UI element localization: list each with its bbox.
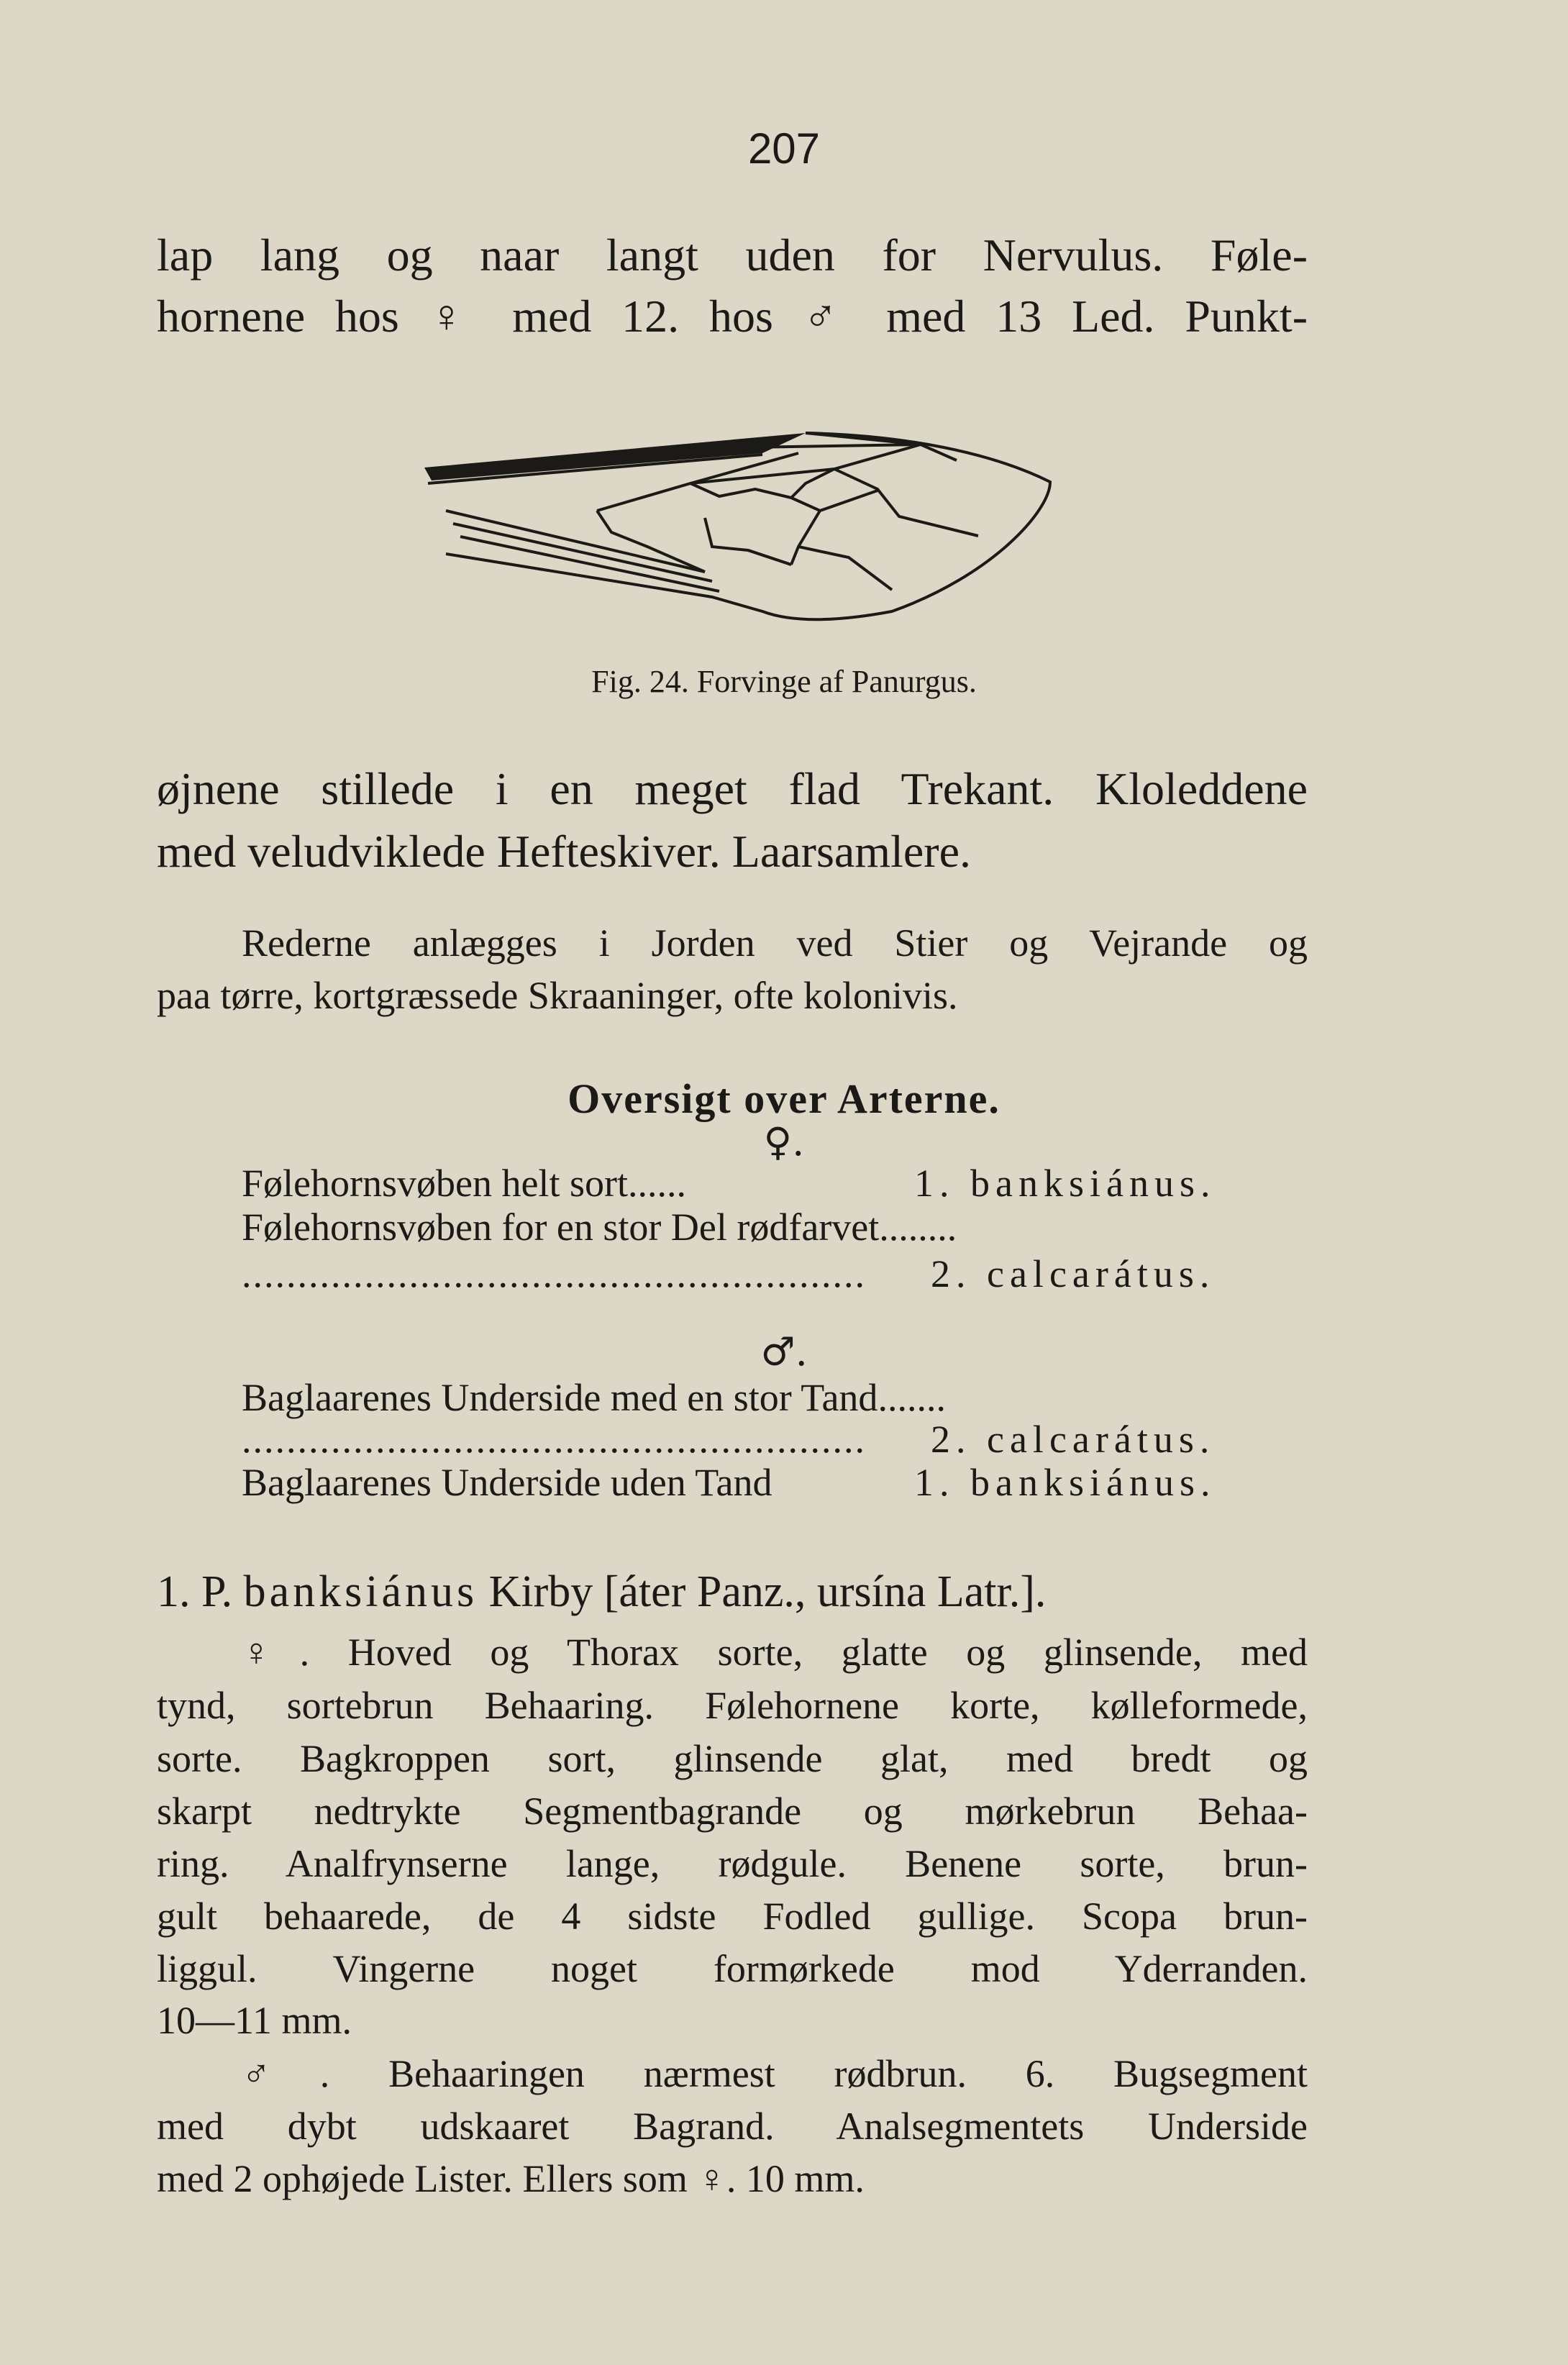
wing-diagram [403, 403, 1065, 633]
species-number: 1. P. [157, 1567, 233, 1616]
key-entry-text: Følehornsvøben for en stor Del rødfarvet [242, 1206, 880, 1249]
female-desc-line-5: ring. Analfrynserne lange, rødgule. Benene sorte, brun- [157, 1842, 1308, 1885]
intro-line-2: hornene hos ♀ med 12. hos ♂ med 13 Led. Punkt- [157, 291, 1308, 342]
page-number: 207 [747, 124, 821, 173]
intro-line-1: lap lang og naar langt uden for Nervulus. Føle- [157, 229, 1308, 281]
male-symbol: ♂. [760, 1329, 808, 1375]
key-entry-text: Følehornsvøben helt sort [242, 1162, 628, 1205]
female-desc-line-1: ♀. Hoved og Thorax sorte, glatte og glinsende, med [242, 1631, 1308, 1674]
figure-caption: Fig. 24. Forvinge af Panurgus. [591, 664, 977, 699]
male-desc-line-2: med dybt udskaaret Bagrand. Analsegmentets Underside [157, 2105, 1308, 2148]
wing-costal-edge [424, 433, 806, 483]
key-entry-result: 1. banksiánus. [914, 1162, 1216, 1205]
female-size: 10—11 mm. [157, 1999, 352, 2042]
description-line-2: med veludviklede Hefteskiver. Laarsamlere. [157, 826, 971, 877]
key-entry-male-3 [242, 1460, 1249, 1505]
species-heading [157, 1567, 1046, 1618]
male-desc-line-1: ♂. Behaaringen nærmest rødbrun. 6. Bugsegment [242, 2052, 1308, 2095]
key-entry-female-1 [242, 1161, 1249, 1206]
key-entry-leader: ........................................................ [242, 1418, 866, 1461]
species-authority: Kirby [áter Panz., ursína Latr.]. [488, 1567, 1047, 1616]
female-desc-line-7: liggul. Vingerne noget formørkede mod Yderranden. [157, 1947, 1308, 1990]
key-entry-female-3 [242, 1252, 1249, 1305]
nests-line-1: Rederne anlægges i Jorden ved Stier og Vejrande og [242, 921, 1308, 965]
key-entry-leader: ........................................................ [242, 1252, 866, 1295]
female-desc-line-4: skarpt nedtrykte Segmentbagrande og mørkebrun Behaa- [157, 1790, 1308, 1833]
female-desc-line-3: sorte. Bagkroppen sort, glinsende glat, med bredt og [157, 1737, 1308, 1780]
key-entry-result: 2. calcarátus. [931, 1418, 1216, 1461]
male-desc-line-3: med 2 ophøjede Lister. Ellers som ♀. 10 mm. [157, 2157, 865, 2200]
key-entry-leader: ...... [627, 1162, 686, 1205]
key-entry-female-2 [242, 1205, 957, 1249]
description-line-1: øjnene stillede i en meget flad Trekant. Kloleddene [157, 763, 1308, 814]
female-desc-line-6: gult behaarede, de 4 sidste Fodled gullige. Scopa brun- [157, 1895, 1308, 1938]
female-symbol: ♀. [763, 1119, 805, 1165]
key-entry-leader: ........ [879, 1206, 957, 1249]
species-name: banksiánus [243, 1567, 478, 1616]
key-heading: Oversigt over Arterne. [568, 1075, 1000, 1122]
key-entry-text: Baglaarenes Underside uden Tand [242, 1461, 772, 1504]
key-entry-male-1 [242, 1375, 946, 1420]
key-entry-result: 2. calcarátus. [931, 1252, 1216, 1295]
key-entry-text: Baglaarenes Underside med en stor Tand [242, 1376, 878, 1419]
key-entry-leader: ....... [878, 1376, 946, 1419]
female-desc-line-2: tynd, sortebrun Behaaring. Følehornene korte, kølleformede, [157, 1684, 1308, 1727]
nests-line-2: paa tørre, kortgræssede Skraaninger, ofte kolonivis. [157, 974, 958, 1017]
key-entry-result: 1. banksiánus. [914, 1461, 1216, 1504]
